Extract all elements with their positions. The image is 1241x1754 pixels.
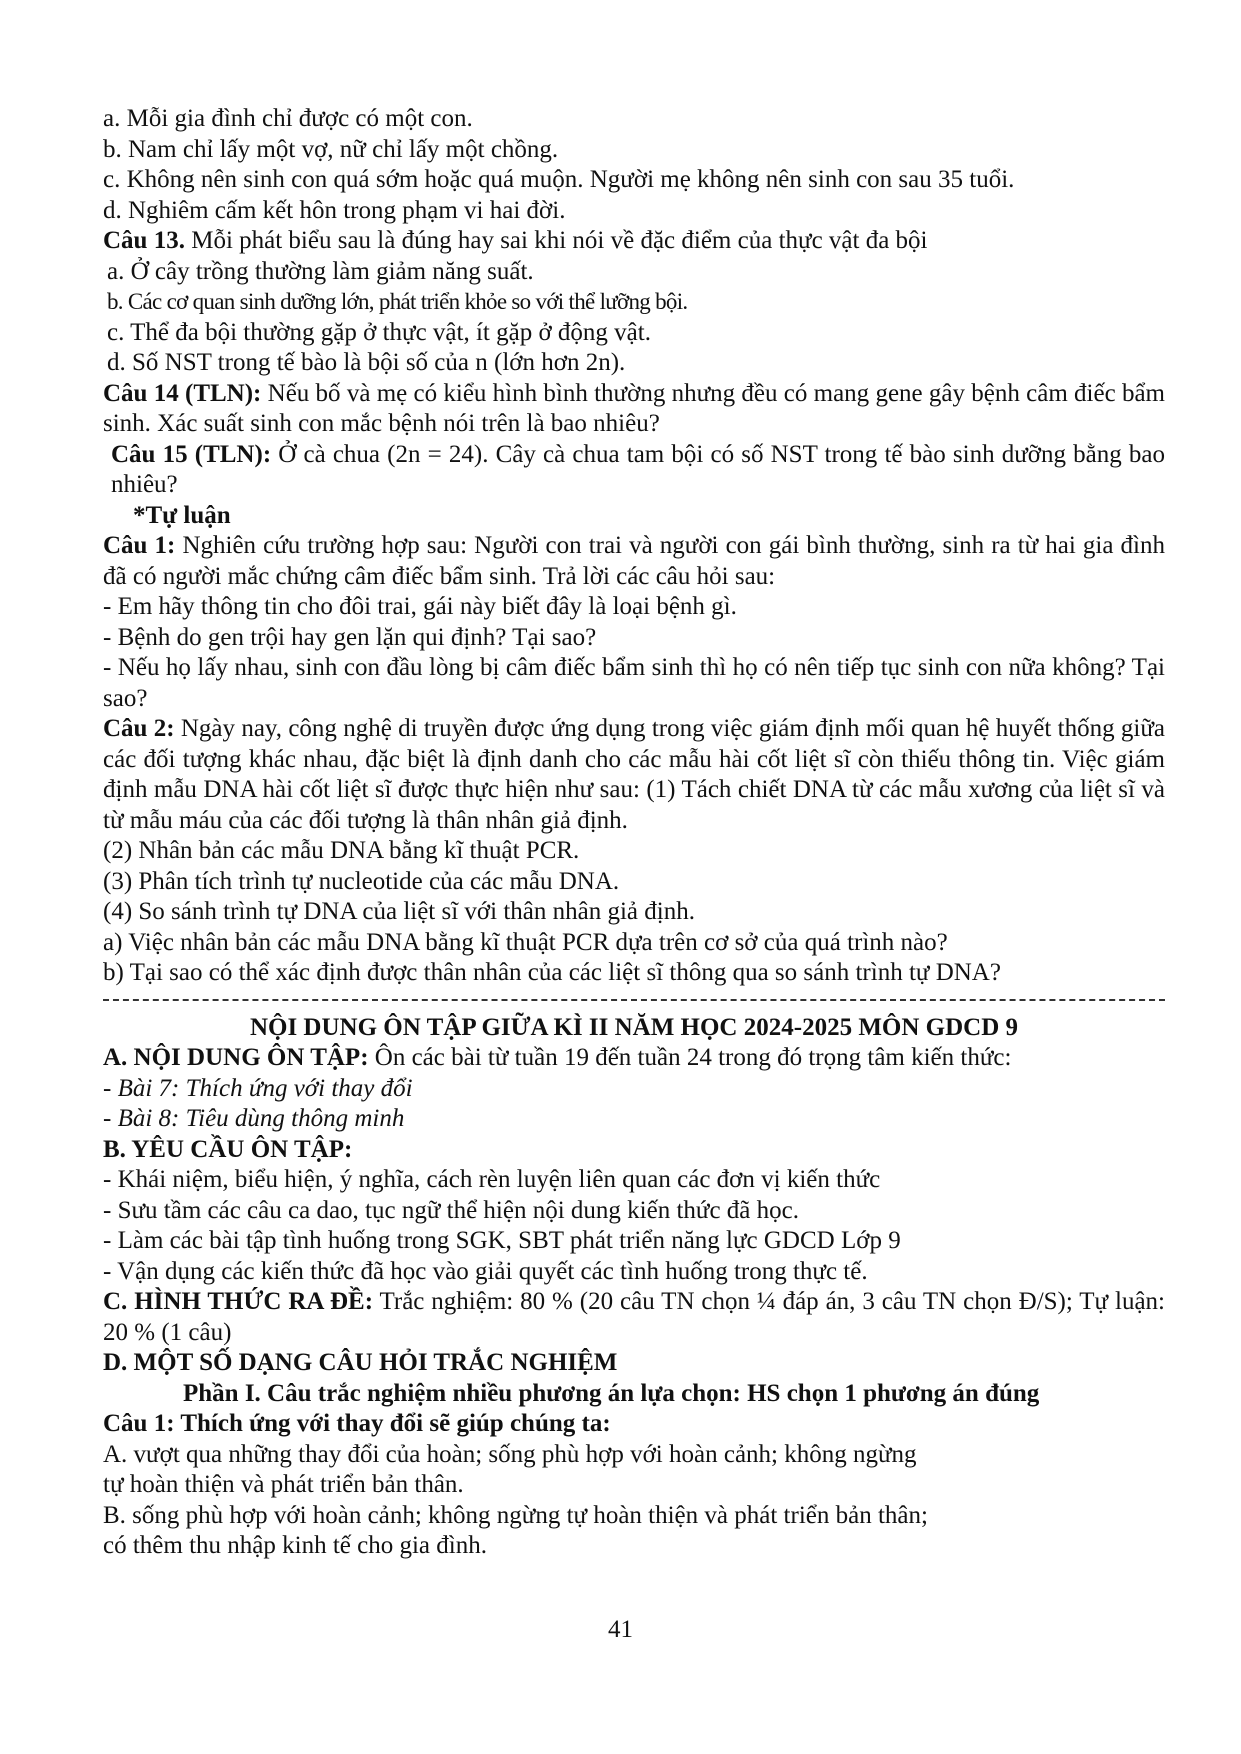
question-15 xyxy=(103,440,1165,501)
lesson-item: - Bài 7: Thích ứng với thay đổi xyxy=(103,1074,413,1102)
question-14-label: Câu 14 (TLN): xyxy=(103,379,262,407)
section-d-label: D. MỘT SỐ DẠNG CÂU HỎI TRẮC NGHIỆM xyxy=(103,1349,618,1376)
essay-q2-step: (2) Nhân bản các mẫu DNA bằng kĩ thuật PCR. xyxy=(103,837,580,864)
question-15-text: Ở cà chua (2n = 24). Cây cà chua tam bội có số NST trong tế bào sinh dưỡng bằng bao nhiêu? xyxy=(111,440,1165,498)
question-14 xyxy=(103,379,1165,440)
essay-heading: *Tự luận xyxy=(133,501,231,529)
essay-q2-subquestion: b) Tại sao có thể xác định được thân nhân của các liệt sĩ thông qua so sánh trình tự DNA? xyxy=(103,959,1001,986)
requirement-item: - Khái niệm, biểu hiện, ý nghĩa, cách rèn luyện liên quan các đơn vị kiến thức xyxy=(103,1166,881,1193)
section-c-text: Trắc nghiệm: 80 % (20 câu TN chọn ¼ đáp án, 3 câu TN chọn Đ/S); Tự luận: 20 % (1 câu) xyxy=(103,1288,1165,1346)
question-13-text: Mỗi phát biểu sau là đúng hay sai khi nói về đặc điểm của thực vật đa bội xyxy=(184,227,928,254)
page-content xyxy=(103,104,1165,1562)
essay-q1-item: - Bệnh do gen trội hay gen lặn qui định? Tại sao? xyxy=(103,623,597,651)
essay-question-2 xyxy=(103,714,1165,836)
page-number: 41 xyxy=(608,1616,633,1643)
essay-q1-label: Câu 1: xyxy=(103,532,176,559)
essay-q2-label: Câu 2: xyxy=(103,715,175,742)
requirement-item: - Làm các bài tập tình huống trong SGK, SBT phát triển năng lực GDCD Lớp 9 xyxy=(103,1227,901,1254)
essay-q1-item: - Em hãy thông tin cho đôi trai, gái này biết đây là loại bệnh gì. xyxy=(103,593,737,620)
q13-statement-b: b. Các cơ quan sinh dưỡng lớn, phát triển khỏe so với thể lưỡng bội. xyxy=(107,289,688,314)
section-a-text: Ôn các bài từ tuần 19 đến tuần 24 trong đó trọng tâm kiến thức: xyxy=(368,1044,1012,1071)
mc-option: có thêm thu nhập kinh tế cho gia đình. xyxy=(103,1532,487,1559)
essay-q2-text: Ngày nay, công nghệ di truyền được ứng dụng trong việc giám định mối quan hệ huyết thống giữa các đối tượng khác nhau, đặc biệt là định danh cho các mẫu hài cốt liệt sĩ còn thiếu thông tin. Việc giám định mẫu DNA hài cốt liệt sĩ được thực hiện như sau: (1) Tách chiết DNA từ các mẫu xương của liệt sĩ và từ mẫu máu của các đối tượng là thân nhân giả định. xyxy=(103,715,1165,834)
q13-statement-a: a. Ở cây trồng thường làm giảm năng suất. xyxy=(107,257,534,285)
section-c-label: C. HÌNH THỨC RA ĐỀ: xyxy=(103,1288,374,1315)
lesson-item: - Bài 8: Tiêu dùng thông minh xyxy=(103,1105,405,1132)
mc-option: tự hoàn thiện và phát triển bản thân. xyxy=(103,1471,464,1498)
question-13 xyxy=(103,226,1165,257)
option-a: a. Mỗi gia đình chỉ được có một con. xyxy=(103,105,473,132)
mc-option: B. sống phù hợp với hoàn cảnh; không ngừng tự hoàn thiện và phát triển bản thân; xyxy=(103,1501,928,1529)
requirement-item: - Vận dụng các kiến thức đã học vào giải quyết các tình huống trong thực tế. xyxy=(103,1257,868,1285)
q13-statement-d: d. Số NST trong tế bào là bội số của n (lớn hơn 2n). xyxy=(107,349,626,376)
mc-question-1: Câu 1: Thích ứng với thay đổi sẽ giúp chúng ta: xyxy=(103,1410,611,1437)
question-14-text: Nếu bố và mẹ có kiểu hình bình thường nhưng đều có mang gene gây bệnh câm điếc bẩm sinh. Xác suất sinh con mắc bệnh nói trên là bao nhiêu? xyxy=(103,379,1165,437)
essay-q2-subquestion: a) Việc nhân bản các mẫu DNA bằng kĩ thuật PCR dựa trên cơ sở của quá trình nào? xyxy=(103,928,948,956)
gdcd-title: NỘI DUNG ÔN TẬP GIỮA KÌ II NĂM HỌC 2024-2025 MÔN GDCD 9 xyxy=(249,1013,1019,1041)
requirement-item: - Sưu tầm các câu ca dao, tục ngữ thể hiện nội dung kiến thức đã học. xyxy=(103,1196,799,1224)
option-b: b. Nam chỉ lấy một vợ, nữ chỉ lấy một chồng. xyxy=(103,135,559,163)
part-1-heading: Phần I. Câu trắc nghiệm nhiều phương án lựa chọn: HS chọn 1 phương án đúng xyxy=(183,1379,1040,1407)
section-divider xyxy=(103,999,1165,1001)
option-d: d. Nghiêm cấm kết hôn trong phạm vi hai đời. xyxy=(103,196,566,224)
essay-q1-item: - Nếu họ lấy nhau, sinh con đầu lòng bị câm điếc bẩm sinh thì họ có nên tiếp tục sinh con nữa không? Tại sao? xyxy=(103,654,1165,712)
section-b-label: B. YÊU CẦU ÔN TẬP: xyxy=(103,1135,353,1163)
section-c xyxy=(103,1287,1165,1348)
mc-option: A. vượt qua những thay đổi của hoàn; sống phù hợp với hoàn cảnh; không ngừng xyxy=(103,1440,917,1468)
essay-question-1 xyxy=(103,531,1165,592)
option-c: c. Không nên sinh con quá sớm hoặc quá muộn. Người mẹ không nên sinh con sau 35 tuổi. xyxy=(103,166,1015,193)
question-15-label: Câu 15 (TLN): xyxy=(111,440,272,468)
section-a xyxy=(103,1043,1165,1074)
section-a-label: A. NỘI DUNG ÔN TẬP: xyxy=(103,1044,369,1071)
essay-q1-text: Nghiên cứu trường hợp sau: Người con trai và người con gái bình thường, sinh ra từ hai gia đình đã có người mắc chứng câm điếc bẩm sinh. Trả lời các câu hỏi sau: xyxy=(103,532,1165,590)
q13-statement-c: c. Thể đa bội thường gặp ở thực vật, ít gặp ở động vật. xyxy=(107,318,651,346)
question-13-label: Câu 13. xyxy=(103,227,185,254)
essay-q2-step: (3) Phân tích trình tự nucleotide của các mẫu DNA. xyxy=(103,867,620,895)
essay-q2-step: (4) So sánh trình tự DNA của liệt sĩ với thân nhân giả định. xyxy=(103,898,695,925)
